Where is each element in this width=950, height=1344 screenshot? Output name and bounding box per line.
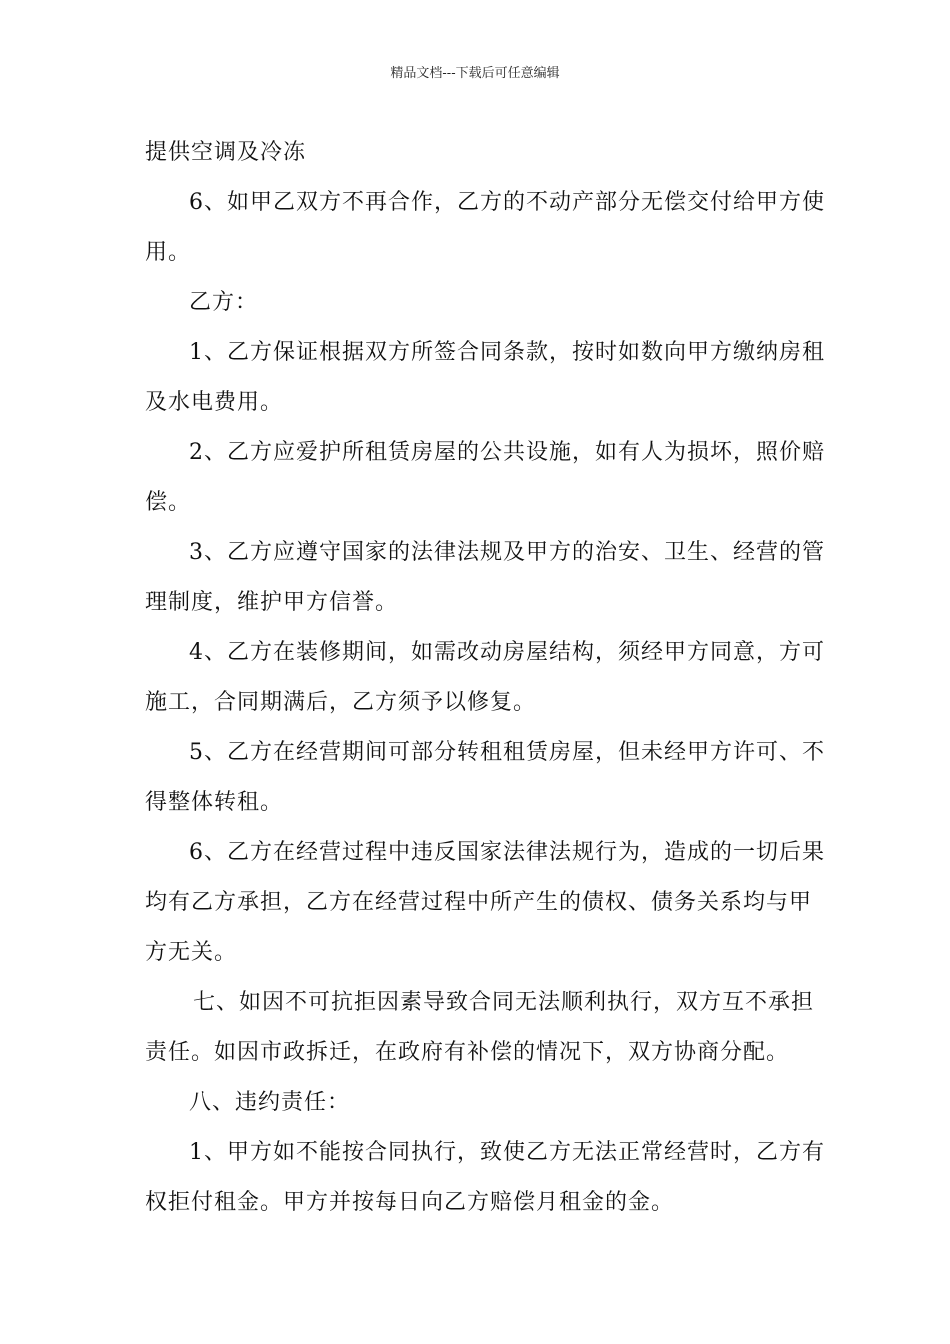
text-line: 及水电费用。 [145,390,284,415]
text-line: 3、乙方应遵守国家的法律法规及甲方的治安、卫生、经营的管 [189,540,825,565]
paragraph-clause-5-party-b [145,728,825,828]
paragraph-clause-1-party-b [145,328,825,428]
text-line: 权拒付租金。甲方并按每日向乙方赔偿月租金的金。 [145,1190,675,1215]
text-line: 施工，合同期满后，乙方须予以修复。 [145,690,537,715]
text-line: 1、甲方如不能按合同执行，致使乙方无法正常经营时，乙方有 [189,1140,825,1165]
page-header: 精品文档---下载后可任意编辑 [390,66,560,81]
paragraph-section-7-force-majeure [145,978,815,1078]
text-line: 用。 [145,240,192,265]
section-heading-party-b [145,278,810,328]
section-heading-breach [145,1078,810,1128]
paragraph-clause-6-party-a [145,178,825,278]
text-line: 5、乙方在经营期间可部分转租租赁房屋，但未经甲方许可、不 [189,740,825,765]
paragraph-clause-3-party-b [145,528,825,628]
text-line: 1、乙方保证根据双方所签合同条款，按时如数向甲方缴纳房租 [189,340,825,365]
text-line: 4、乙方在装修期间，如需改动房屋结构，须经甲方同意，方可 [189,640,825,665]
text-line: 方无关。 [145,940,238,965]
paragraph-clause-6-party-b [145,828,825,978]
text-line: 责任。如因市政拆迁，在政府有补偿的情况下，双方协商分配。 [145,1040,790,1065]
text-line: 八、违约责任： [189,1090,351,1115]
text-line: 理制度，维护甲方信誉。 [145,590,399,615]
text-line: 乙方： [189,290,259,315]
paragraph-breach-clause-1 [145,1128,825,1228]
paragraph-clause-2-party-b [145,428,825,528]
text-line: 得整体转租。 [145,790,284,815]
paragraph-clause-4-party-b [145,628,825,728]
text-line: 2、乙方应爱护所租赁房屋的公共设施，如有人为损坏，照价赔 [189,440,825,465]
text-line: 偿。 [145,490,192,515]
paragraph-continuation [145,128,810,178]
text-line: 均有乙方承担，乙方在经营过程中所产生的债权、债务关系均与甲 [145,890,813,915]
document-body [145,128,825,1228]
text-line: 提供空调及冷冻 [145,140,307,165]
text-line: 七、如因不可抗拒因素导致合同无法顺利执行，双方互不承担 [193,990,815,1015]
text-line: 6、乙方在经营过程中违反国家法律法规行为，造成的一切后果 [189,840,825,865]
text-line: 6、如甲乙双方不再合作，乙方的不动产部分无偿交付给甲方使 [189,190,825,215]
